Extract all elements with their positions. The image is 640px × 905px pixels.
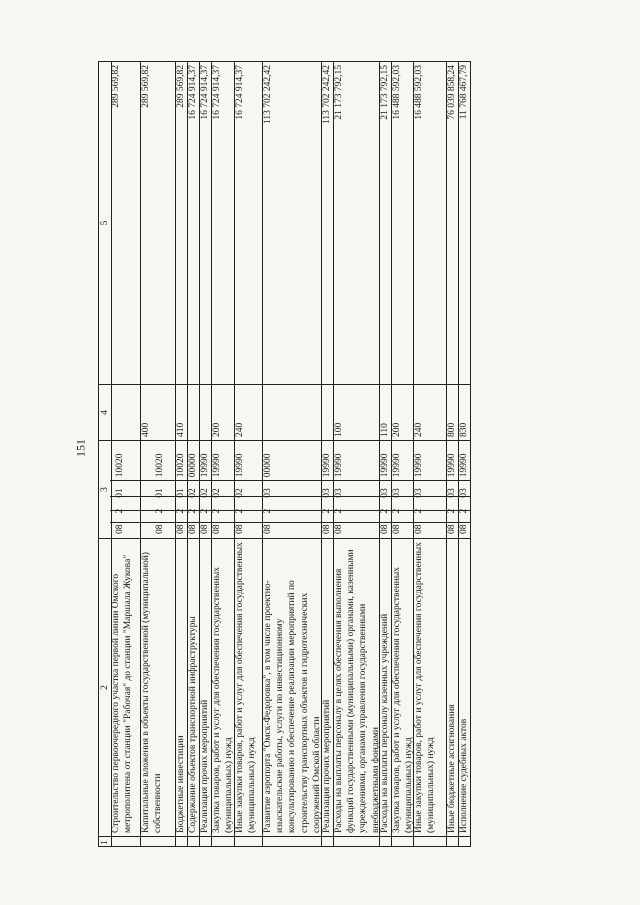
cell-expense-type (187, 385, 199, 441)
code-part: 08 (155, 524, 165, 534)
cell-col-1 (458, 837, 470, 847)
cell-amount: 11 768 467,79 (458, 61, 470, 385)
cell-name: Исполнение судебных актов (458, 539, 470, 837)
code-part: 08 (115, 524, 125, 534)
cell-amount: 21 173 792,15 (379, 61, 391, 385)
cell-expense-type (110, 385, 140, 441)
cell-code (262, 441, 321, 539)
cell-amount: 113 702 242,42 (262, 61, 321, 385)
code-part: 03 (322, 488, 332, 498)
code-part: 2 (414, 508, 424, 514)
code-part: 02 (212, 488, 222, 498)
code-part: 2 (188, 508, 198, 514)
code-part: 2 (200, 508, 210, 514)
code-part: 03 (263, 488, 273, 498)
table-viewport (98, 61, 614, 847)
cell-amount: 289 569,82 (175, 61, 187, 385)
code-parts (321, 449, 333, 539)
cell-name: Закупка товаров, работ и услуг для обеспечения государственных (муниципальных) нужд (211, 539, 234, 837)
cell-col-1 (140, 837, 175, 847)
code-part: 08 (200, 524, 210, 534)
code-parts (379, 449, 391, 539)
code-part: 2 (459, 508, 469, 514)
cell-name: Закупка товаров, работ и услуг для обеспечения государственных (муниципальных) нужд (391, 539, 413, 837)
cell-code (413, 441, 446, 539)
code-part: 03 (334, 488, 344, 498)
table-row (110, 61, 141, 847)
code-parts (199, 449, 211, 539)
cell-expense-type: 200 (391, 385, 413, 441)
cell-amount: 16 724 914,37 (199, 61, 211, 385)
code-part: 2 (155, 508, 165, 514)
code-part: 19990 (459, 453, 469, 478)
cell-code (234, 441, 262, 539)
cell-amount: 16 724 914,37 (234, 61, 262, 385)
code-part: 03 (414, 488, 424, 498)
header-col-3: 3 (99, 441, 111, 539)
code-part: 19990 (200, 453, 210, 478)
code-parts (446, 449, 458, 539)
code-parts (413, 449, 425, 539)
cell-code (333, 441, 379, 539)
cell-col-1 (262, 837, 321, 847)
code-part: 01 (176, 488, 186, 498)
cell-expense-type (262, 385, 321, 441)
cell-col-1 (175, 837, 187, 847)
code-part: 08 (235, 524, 245, 534)
cell-expense-type: 200 (211, 385, 234, 441)
cell-code (458, 441, 470, 539)
cell-name: Расходы на выплаты персоналу в целях обеспечения выполнения функций государственными (муниципальными) органами, казенными учреждениями, органами управления государственными внебюджетными фондами (333, 539, 379, 837)
code-part: 2 (334, 508, 344, 514)
code-part: 08 (212, 524, 222, 534)
cell-name: Реализация прочих мероприятий (199, 539, 211, 837)
code-parts (262, 449, 274, 539)
cell-name: Реализация прочих мероприятий (321, 539, 333, 837)
code-part: 19990 (414, 453, 424, 478)
code-part: 10020 (155, 453, 165, 478)
code-part: 08 (263, 524, 273, 534)
header-col-4: 4 (99, 385, 111, 441)
cell-expense-type: 100 (333, 385, 379, 441)
cell-col-1 (446, 837, 458, 847)
cell-col-1 (110, 837, 140, 847)
code-part: 02 (200, 488, 210, 498)
cell-expense-type: 240 (234, 385, 262, 441)
cell-code (140, 441, 175, 539)
cell-name: Иные закупки товаров, работ и услуг для обеспечения государственных (муниципальных) нужд (413, 539, 446, 837)
table-row (140, 61, 176, 847)
cell-expense-type: 800 (446, 385, 458, 441)
code-part: 2 (263, 508, 273, 514)
code-part: 2 (235, 508, 245, 514)
code-part: 2 (212, 508, 222, 514)
cell-name: Строительство первоочередного участка первой линии Омского метрополитена от станции "Рабочая" до станции "Маршала Жукова" (110, 539, 140, 837)
code-part: 2 (176, 508, 186, 514)
cell-expense-type (321, 385, 333, 441)
code-part: 03 (459, 488, 469, 498)
cell-code (391, 441, 413, 539)
code-part: 19990 (235, 453, 245, 478)
code-parts (114, 449, 126, 539)
code-parts (234, 449, 246, 539)
cell-code (175, 441, 187, 539)
cell-code (446, 441, 458, 539)
code-part: 03 (392, 488, 402, 498)
cell-code (110, 441, 140, 539)
code-part: 2 (322, 508, 332, 514)
cell-col-1 (379, 837, 391, 847)
code-parts (391, 449, 403, 539)
cell-col-1 (413, 837, 446, 847)
table-row (211, 61, 235, 847)
cell-name: Иные закупки товаров, работ и услуг для обеспечения государственных (муниципальных) нужд (234, 539, 262, 837)
cell-code (199, 441, 211, 539)
code-part: 02 (235, 488, 245, 498)
code-parts (211, 449, 223, 539)
code-part: 19990 (392, 453, 402, 478)
cell-col-1 (321, 837, 333, 847)
code-part: 00000 (188, 453, 198, 478)
code-part: 2 (380, 508, 390, 514)
cell-amount: 76 039 858,24 (446, 61, 458, 385)
cell-amount: 21 173 792,15 (333, 61, 379, 385)
code-part: 03 (380, 488, 390, 498)
code-part: 08 (380, 524, 390, 534)
cell-col-1 (199, 837, 211, 847)
code-part: 2 (392, 508, 402, 514)
table-row (458, 61, 471, 847)
cell-col-1 (333, 837, 379, 847)
code-part: 08 (176, 524, 186, 534)
table-row (391, 61, 414, 847)
code-part: 19990 (322, 453, 332, 478)
header-col-2: 2 (99, 539, 111, 837)
code-part: 03 (447, 488, 457, 498)
code-part: 01 (115, 488, 125, 498)
cell-expense-type: 410 (175, 385, 187, 441)
cell-expense-type: 240 (413, 385, 446, 441)
cell-name: Капитальные вложения в объекты государственной (муниципальной) собственности (140, 539, 175, 837)
code-parts (333, 449, 345, 539)
code-parts (187, 449, 199, 539)
cell-amount: 289 569,82 (140, 61, 175, 385)
cell-amount: 16 724 914,37 (187, 61, 199, 385)
cell-amount: 16 724 914,37 (211, 61, 234, 385)
page-number: 151 (73, 439, 88, 457)
code-part: 08 (188, 524, 198, 534)
cell-amount: 113 702 242,42 (321, 61, 333, 385)
header-col-1: 1 (99, 837, 111, 847)
cell-amount: 16 488 592,03 (391, 61, 413, 385)
table-row (333, 61, 380, 847)
code-parts (175, 449, 187, 539)
table-row (234, 61, 263, 847)
cell-name: Содержание объектов транспортной инфраструктуры (187, 539, 199, 837)
table-row (413, 61, 447, 847)
cell-expense-type: 400 (140, 385, 175, 441)
code-part: 19990 (447, 453, 457, 478)
cell-code (321, 441, 333, 539)
cell-expense-type (199, 385, 211, 441)
cell-amount: 289 569,82 (110, 61, 140, 385)
code-parts (154, 449, 166, 539)
code-parts (458, 449, 470, 539)
code-part: 19990 (380, 453, 390, 478)
cell-col-1 (211, 837, 234, 847)
code-part: 08 (459, 524, 469, 534)
cell-expense-type: 110 (379, 385, 391, 441)
code-part: 19990 (334, 453, 344, 478)
cell-name: Иные бюджетные ассигнования (446, 539, 458, 837)
code-part: 08 (414, 524, 424, 534)
code-part: 00000 (263, 453, 273, 478)
cell-col-1 (187, 837, 199, 847)
code-part: 2 (447, 508, 457, 514)
cell-code (379, 441, 391, 539)
code-part: 2 (115, 508, 125, 514)
cell-expense-type: 830 (458, 385, 470, 441)
code-part: 08 (392, 524, 402, 534)
cell-name: Расходы на выплаты персоналу казенных учреждений (379, 539, 391, 837)
code-part: 01 (155, 488, 165, 498)
budget-table (98, 61, 614, 847)
cell-name: Развитие аэропорта "Омск-Федоровка", в том числе проектно-изыскательские работы, услуги по инвестиционному консультированию и обеспечение реализации мероприятий по строительству транспортных объектов и гидротехнических сооружений Омской области (262, 539, 321, 837)
cell-amount: 16 488 592,03 (413, 61, 446, 385)
code-part: 08 (334, 524, 344, 534)
cell-name: Бюджетные инвестиции (175, 539, 187, 837)
code-part: 19990 (212, 453, 222, 478)
code-part: 10020 (176, 453, 186, 478)
cell-code (211, 441, 234, 539)
table-row (262, 61, 322, 847)
code-part: 10020 (115, 453, 125, 478)
cell-code (187, 441, 199, 539)
cell-col-1 (391, 837, 413, 847)
cell-col-1 (234, 837, 262, 847)
code-part: 08 (322, 524, 332, 534)
code-part: 02 (188, 488, 198, 498)
header-col-5: 5 (99, 61, 111, 385)
code-part: 08 (447, 524, 457, 534)
